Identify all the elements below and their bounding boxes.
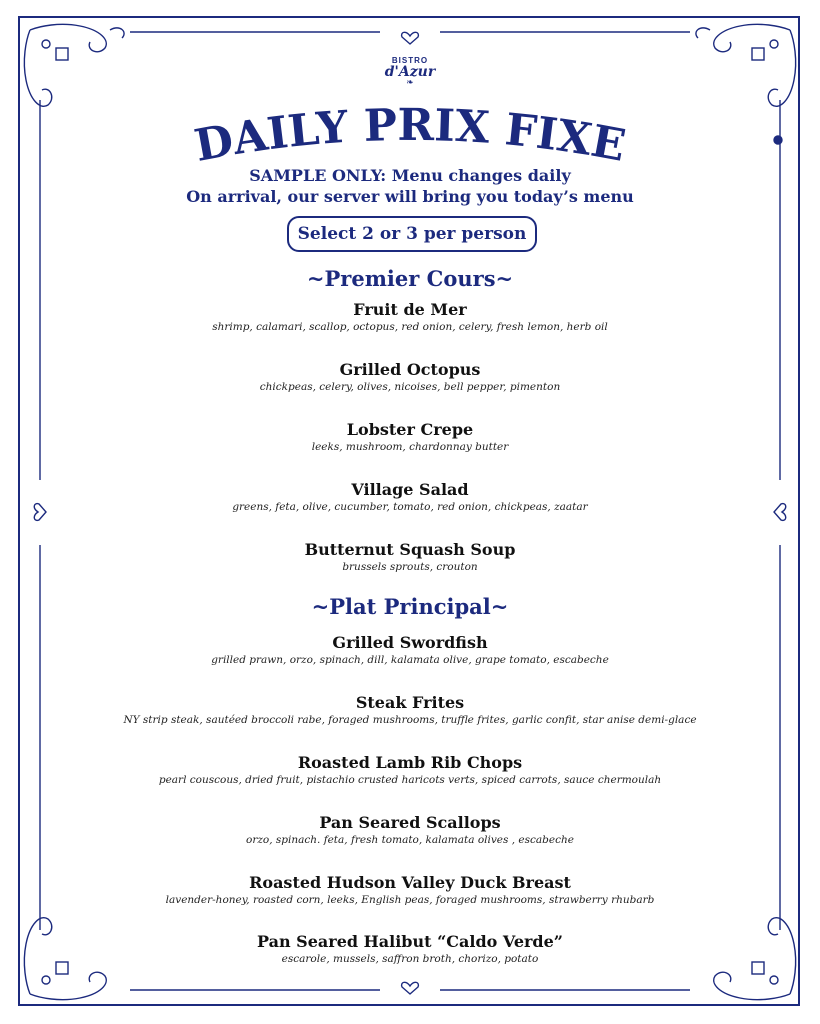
svg-text:DAILY PRIX FIXE bbox=[191, 105, 630, 172]
page-title-text: DAILY PRIX FIXE bbox=[190, 105, 630, 172]
menu-item-name: Pan Seared Scallops bbox=[319, 813, 501, 832]
menu-item-name: Fruit de Mer bbox=[353, 300, 467, 319]
arrival-note: On arrival, our server will bring you today’s menu bbox=[186, 187, 634, 206]
menu-item bbox=[60, 633, 760, 667]
menu-item bbox=[60, 693, 760, 727]
menu-item-name: Roasted Hudson Valley Duck Breast bbox=[249, 873, 571, 892]
menu-item-name: Lobster Crepe bbox=[346, 420, 474, 439]
menu-item-name: Butternut Squash Soup bbox=[304, 540, 516, 559]
logo-sprig-icon: ❧ bbox=[406, 78, 414, 88]
menu-item-description: pearl couscous, dried fruit, pistachio crusted haricots verts, spiced carrots, sauce chermoulah bbox=[158, 774, 662, 786]
menu-item bbox=[60, 753, 760, 787]
page-title bbox=[160, 105, 660, 175]
menu-item-name: Village Salad bbox=[351, 480, 469, 499]
menu-item-description: orzo, spinach. feta, fresh tomato, kalamata olives , escabeche bbox=[246, 834, 574, 846]
menu-item-description: brussels sprouts, crouton bbox=[342, 561, 478, 573]
menu-item-description: shrimp, calamari, scallop, octopus, red onion, celery, fresh lemon, herb oil bbox=[212, 321, 608, 333]
menu-item-name: Roasted Lamb Rib Chops bbox=[297, 753, 523, 772]
menu-item-name: Grilled Swordfish bbox=[332, 633, 488, 652]
section-heading-premier-cours: ~Premier Cours~ bbox=[306, 266, 514, 291]
menu-item-description: grilled prawn, orzo, spinach, dill, kalamata olive, grape tomato, escabeche bbox=[211, 654, 609, 666]
menu-item bbox=[60, 873, 760, 907]
bistro-logo bbox=[380, 56, 440, 96]
menu-item-name: Steak Frites bbox=[355, 693, 465, 712]
menu-item-description: escarole, mussels, saffron broth, chorizo, potato bbox=[281, 953, 539, 965]
logo-script-word: d'Azur bbox=[384, 64, 436, 80]
menu-item-description: greens, feta, olive, cucumber, tomato, red onion, chickpeas, zaatar bbox=[232, 501, 588, 513]
menu-item-description: leeks, mushroom, chardonnay butter bbox=[311, 441, 509, 453]
menu-item bbox=[60, 420, 760, 454]
menu-item-name: Pan Seared Halibut “Caldo Verde” bbox=[257, 932, 563, 951]
menu-item bbox=[60, 360, 760, 394]
menu-item bbox=[60, 932, 760, 966]
menu-item-name: Grilled Octopus bbox=[339, 360, 481, 379]
menu-item-description: NY strip steak, sautéed broccoli rabe, foraged mushrooms, truffle frites, garlic confit, star anise demi-glace bbox=[123, 714, 697, 726]
sample-note: SAMPLE ONLY: Menu changes daily bbox=[249, 166, 571, 185]
menu-item-description: chickpeas, celery, olives, nicoises, bell pepper, pimenton bbox=[259, 381, 561, 393]
selection-rule-badge: Select 2 or 3 per person bbox=[287, 216, 537, 252]
menu-item bbox=[60, 813, 760, 847]
menu-item bbox=[60, 480, 760, 514]
menu-item bbox=[60, 540, 760, 574]
menu-item bbox=[60, 300, 760, 334]
logo-bistro-word: BISTRO bbox=[391, 56, 429, 65]
section-heading-plat-principal: ~Plat Principal~ bbox=[311, 594, 509, 619]
menu-item-description: lavender-honey, roasted corn, leeks, English peas, foraged mushrooms, strawberry rhubarb bbox=[165, 894, 655, 906]
